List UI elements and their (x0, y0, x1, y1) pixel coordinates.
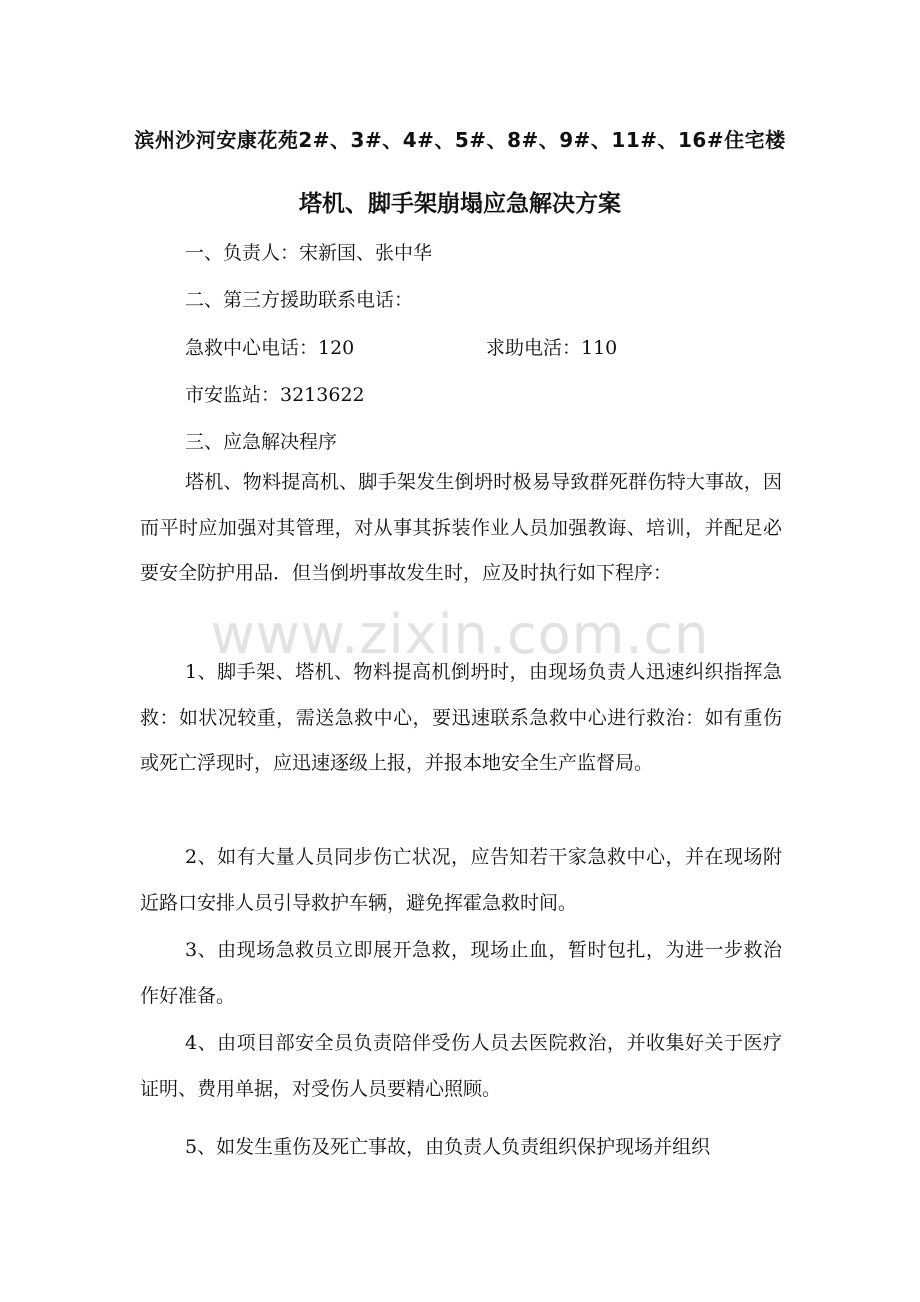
step-3-paragraph: 3、由现场急救员立即展开急救，现场止血，暂时包扎，为进一步救治作好准备。 (140, 939, 782, 1007)
watermark: www.zixin.com.cn (210, 603, 710, 666)
intro-paragraph: 塔机、物料提高机、脚手架发生倒坍时极易导致群死群伤特大事故，因而平时应加强对其管理，对从事其拆装作业人员加强教诲、培训，并配足必要安全防护用品．但当倒坍事故发生时，应及时执行如下程序： (140, 471, 782, 584)
contact-heading: 二、第三方援助联系电话： (185, 289, 414, 311)
help-phone: 求助电活：110 (486, 337, 618, 359)
document-title-line2: 塔机、脚手架崩塌应急解决方案 (299, 191, 621, 217)
step-2-paragraph: 2、如有大量人员同步伤亡状况，应告知若干家急救中心，并在现场附近路口安排人员引导救护车辆，避免挥霍急救时间。 (140, 846, 782, 914)
procedure-heading: 三、应急解决程序 (185, 431, 338, 453)
document-title-line1: 滨州沙河安康花苑2#、3#、4#、5#、8#、9#、11#、16#住宅楼 (134, 128, 786, 152)
responsible-persons: 一、负责人：宋新国、张中华 (185, 242, 433, 264)
step-1-paragraph: 1、脚手架、塔机、物料提高机倒坍时，由现场负责人迅速纠织指挥急救：如状况较重，需送急救中心，要迅速联系急救中心进行救治：如有重伤或死亡浮现时，应迅速逐级上报，并报本地安全生产监督局。 (140, 661, 782, 774)
emergency-center-phone: 急救中心电话：120 (185, 337, 355, 359)
step-4-paragraph: 4、由项目部安全员负责陪伴受伤人员去医院救治，并收集好关于医疗证明、费用单据，对受伤人员要精心照顾。 (140, 1032, 782, 1100)
step-5-paragraph: 5、如发生重伤及死亡事故，由负责人负责组织保护现场并组织 (185, 1136, 711, 1158)
city-safety-station-phone: 市安监站：3213622 (185, 384, 365, 406)
